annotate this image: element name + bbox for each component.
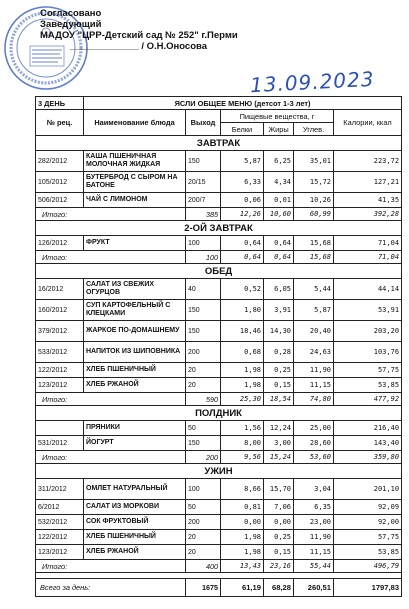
grand-total-protein: 61,19	[221, 579, 264, 597]
dish-row	[36, 378, 402, 393]
total-label: Итого:	[36, 208, 186, 221]
dish-fat: 3,00	[264, 436, 294, 451]
total-protein: 13,43	[221, 560, 264, 573]
total-carbs: 74,80	[294, 393, 334, 406]
header-nutrients: Пищевые вещества, г	[221, 110, 334, 123]
dish-name: ЙОГУРТ	[84, 436, 186, 451]
dish-carbs: 24,63	[294, 342, 334, 363]
dish-fat: 0,28	[264, 342, 294, 363]
total-carbs: 15,68	[294, 251, 334, 264]
total-kcal: 477,92	[334, 393, 402, 406]
handwritten-date: 13.09.2023	[249, 66, 376, 98]
dish-row	[36, 500, 402, 515]
dish-name: СОК ФРУКТОВЫЙ	[84, 515, 186, 530]
recipe-number	[36, 421, 84, 436]
dish-kcal: 127,21	[334, 172, 402, 193]
dish-fat: 7,06	[264, 500, 294, 515]
dish-carbs: 11,15	[294, 545, 334, 560]
dish-kcal: 41,35	[334, 193, 402, 208]
section-title-row	[36, 406, 402, 421]
dish-row	[36, 300, 402, 321]
dish-row	[36, 236, 402, 251]
dish-row	[36, 436, 402, 451]
dish-kcal: 71,04	[334, 236, 402, 251]
dish-kcal: 53,85	[334, 545, 402, 560]
dish-protein: 1,98	[221, 530, 264, 545]
dish-row	[36, 279, 402, 300]
total-fat: 18,54	[264, 393, 294, 406]
dish-row	[36, 151, 402, 172]
approval-line-2: Заведующий	[40, 19, 102, 30]
recipe-number: 123/2012	[36, 378, 84, 393]
dish-yield: 150	[186, 151, 221, 172]
header-yield: Выход	[186, 110, 221, 136]
total-fat: 15,24	[264, 451, 294, 464]
dish-protein: 0,68	[221, 342, 264, 363]
approval-block	[40, 8, 238, 52]
total-label: Итого:	[36, 393, 186, 406]
dish-protein: 1,98	[221, 545, 264, 560]
total-label: Итого:	[36, 560, 186, 573]
dish-carbs: 15,72	[294, 172, 334, 193]
dish-row	[36, 545, 402, 560]
dish-fat: 0,25	[264, 363, 294, 378]
section-title: ЗАВТРАК	[36, 136, 402, 151]
dish-yield: 200	[186, 342, 221, 363]
dish-row	[36, 421, 402, 436]
total-yield: 100	[186, 251, 221, 264]
dish-yield: 50	[186, 500, 221, 515]
dish-protein: 6,33	[221, 172, 264, 193]
dish-protein: 0,64	[221, 236, 264, 251]
dish-row	[36, 530, 402, 545]
dish-protein: 8,66	[221, 479, 264, 500]
dish-protein: 8,00	[221, 436, 264, 451]
dish-protein: 0,00	[221, 515, 264, 530]
section-title: ПОЛДНИК	[36, 406, 402, 421]
dish-carbs: 11,90	[294, 530, 334, 545]
dish-fat: 0,64	[264, 236, 294, 251]
recipe-number: 16/2012	[36, 279, 84, 300]
dish-fat: 0,01	[264, 193, 294, 208]
header-kcal: Калории, ккал	[334, 110, 402, 136]
dish-fat: 4,34	[264, 172, 294, 193]
header-title: ЯСЛИ ОБЩЕЕ МЕНЮ (детсот 1-3 лет)	[84, 97, 402, 110]
dish-fat: 14,30	[264, 321, 294, 342]
dish-fat: 6,25	[264, 151, 294, 172]
header-rec: № рец.	[36, 110, 84, 136]
dish-protein: 1,56	[221, 421, 264, 436]
approval-line-3: МАДОУ "ЦРР-Детский сад № 252" г.Перми	[40, 30, 238, 41]
dish-carbs: 15,68	[294, 236, 334, 251]
dish-kcal: 103,76	[334, 342, 402, 363]
header-row-2	[36, 110, 402, 123]
dish-name: САЛАТ ИЗ СВЕЖИХ ОГУРЦОВ	[84, 279, 186, 300]
dish-row	[36, 172, 402, 193]
dish-fat: 0,15	[264, 378, 294, 393]
dish-name: СУП КАРТОФЕЛЬНЫЙ С КЛЕЦКАМИ	[84, 300, 186, 321]
dish-fat: 12,24	[264, 421, 294, 436]
dish-name: БУТЕРБРОД С СЫРОМ НА БАТОНЕ	[84, 172, 186, 193]
approval-line-1: Согласовано	[40, 8, 102, 19]
total-protein: 25,30	[221, 393, 264, 406]
dish-protein: 5,87	[221, 151, 264, 172]
grand-total-kcal: 1797,83	[334, 579, 402, 597]
dish-name: ХЛЕБ ПШЕНИЧНЫЙ	[84, 530, 186, 545]
dish-yield: 20	[186, 530, 221, 545]
recipe-number: 532/2012	[36, 515, 84, 530]
dish-fat: 15,70	[264, 479, 294, 500]
dish-name: ЧАЙ С ЛИМОНОМ	[84, 193, 186, 208]
dish-yield: 150	[186, 300, 221, 321]
dish-row	[36, 342, 402, 363]
recipe-number: 160/2012	[36, 300, 84, 321]
total-carbs: 53,60	[294, 451, 334, 464]
total-protein: 12,26	[221, 208, 264, 221]
dish-kcal: 143,40	[334, 436, 402, 451]
grand-total-row	[36, 579, 402, 597]
total-protein: 0,64	[221, 251, 264, 264]
dish-name: КАША ПШЕНИЧНАЯ МОЛОЧНАЯ ЖИДКАЯ	[84, 151, 186, 172]
total-yield: 400	[186, 560, 221, 573]
total-kcal: 496,79	[334, 560, 402, 573]
dish-yield: 50	[186, 421, 221, 436]
dish-name: ФРУКТ	[84, 236, 186, 251]
dish-protein: 1,80	[221, 300, 264, 321]
dish-fat: 3,91	[264, 300, 294, 321]
dish-name: ЖАРКОЕ ПО-ДОМАШНЕМУ	[84, 321, 186, 342]
dish-row	[36, 363, 402, 378]
recipe-number: 6/2012	[36, 500, 84, 515]
dish-protein: 1,98	[221, 378, 264, 393]
recipe-number: 122/2012	[36, 530, 84, 545]
header-day: 3 ДЕНЬ	[36, 97, 84, 110]
dish-carbs: 6,35	[294, 500, 334, 515]
section-title: УЖИН	[36, 464, 402, 479]
dish-yield: 100	[186, 236, 221, 251]
dish-kcal: 223,72	[334, 151, 402, 172]
dish-protein: 0,52	[221, 279, 264, 300]
grand-total-yield: 1675	[186, 579, 221, 597]
total-protein: 9,56	[221, 451, 264, 464]
total-label: Итого:	[36, 451, 186, 464]
dish-row	[36, 515, 402, 530]
dish-carbs: 25,00	[294, 421, 334, 436]
dish-yield: 20/15	[186, 172, 221, 193]
recipe-number: 105/2012	[36, 172, 84, 193]
dish-protein: 18,46	[221, 321, 264, 342]
dish-yield: 200	[186, 515, 221, 530]
total-fat: 10,60	[264, 208, 294, 221]
dish-name: ХЛЕБ РЖАНОЙ	[84, 378, 186, 393]
section-title-row	[36, 464, 402, 479]
dish-fat: 0,15	[264, 545, 294, 560]
total-yield: 200	[186, 451, 221, 464]
dish-kcal: 57,75	[334, 363, 402, 378]
section-title: ОБЕД	[36, 264, 402, 279]
header-row-1	[36, 97, 402, 110]
dish-name: ХЛЕБ РЖАНОЙ	[84, 545, 186, 560]
section-title: 2-ОЙ ЗАВТРАК	[36, 221, 402, 236]
header-protein: Белки	[221, 123, 264, 136]
section-total-row	[36, 208, 402, 221]
dish-yield: 100	[186, 479, 221, 500]
dish-carbs: 20,40	[294, 321, 334, 342]
menu-table	[35, 96, 402, 597]
total-yield: 385	[186, 208, 221, 221]
recipe-number: 379/2012	[36, 321, 84, 342]
approval-line-4: _____________ / О.Н.Оносова	[70, 41, 208, 52]
section-total-row	[36, 251, 402, 264]
total-kcal: 392,28	[334, 208, 402, 221]
dish-yield: 20	[186, 545, 221, 560]
dish-fat: 6,05	[264, 279, 294, 300]
recipe-number: 531/2012	[36, 436, 84, 451]
dish-name: ПРЯНИКИ	[84, 421, 186, 436]
dish-yield: 200/7	[186, 193, 221, 208]
recipe-number: 123/2012	[36, 545, 84, 560]
dish-carbs: 23,00	[294, 515, 334, 530]
dish-carbs: 11,90	[294, 363, 334, 378]
dish-fat: 0,25	[264, 530, 294, 545]
section-total-row	[36, 451, 402, 464]
dish-kcal: 216,40	[334, 421, 402, 436]
dish-name: ОМЛЕТ НАТУРАЛЬНЫЙ	[84, 479, 186, 500]
dish-name: САЛАТ ИЗ МОРКОВИ	[84, 500, 186, 515]
header-name: Наименование блюда	[84, 110, 186, 136]
dish-yield: 20	[186, 363, 221, 378]
dish-yield: 20	[186, 378, 221, 393]
total-label: Итого:	[36, 251, 186, 264]
dish-protein: 0,06	[221, 193, 264, 208]
dish-kcal: 57,75	[334, 530, 402, 545]
dish-carbs: 28,60	[294, 436, 334, 451]
dish-carbs: 3,04	[294, 479, 334, 500]
total-kcal: 359,80	[334, 451, 402, 464]
dish-name: НАПИТОК ИЗ ШИПОВНИКА	[84, 342, 186, 363]
section-total-row	[36, 393, 402, 406]
dish-carbs: 35,01	[294, 151, 334, 172]
section-title-row	[36, 221, 402, 236]
section-title-row	[36, 136, 402, 151]
dish-yield: 150	[186, 436, 221, 451]
dish-kcal: 44,14	[334, 279, 402, 300]
dish-yield: 150	[186, 321, 221, 342]
dish-fat: 0,00	[264, 515, 294, 530]
section-title-row	[36, 264, 402, 279]
dish-yield: 40	[186, 279, 221, 300]
recipe-number: 506/2012	[36, 193, 84, 208]
recipe-number: 126/2012	[36, 236, 84, 251]
dish-kcal: 92,00	[334, 515, 402, 530]
dish-carbs: 5,44	[294, 279, 334, 300]
recipe-number: 311/2012	[36, 479, 84, 500]
menu-body	[36, 136, 402, 597]
dish-name: ХЛЕБ ПШЕНИЧНЫЙ	[84, 363, 186, 378]
dish-carbs: 10,26	[294, 193, 334, 208]
section-total-row	[36, 560, 402, 573]
dish-row	[36, 321, 402, 342]
total-fat: 0,64	[264, 251, 294, 264]
recipe-number: 533/2012	[36, 342, 84, 363]
dish-kcal: 203,20	[334, 321, 402, 342]
dish-carbs: 5,87	[294, 300, 334, 321]
dish-carbs: 11,15	[294, 378, 334, 393]
header-fat: Жиры	[264, 123, 294, 136]
dish-protein: 0,81	[221, 500, 264, 515]
total-kcal: 71,04	[334, 251, 402, 264]
grand-total-label: Всего за день:	[36, 579, 186, 597]
total-yield: 590	[186, 393, 221, 406]
total-fat: 23,16	[264, 560, 294, 573]
dish-row	[36, 193, 402, 208]
grand-total-fat: 68,28	[264, 579, 294, 597]
recipe-number: 122/2012	[36, 363, 84, 378]
dish-kcal: 201,10	[334, 479, 402, 500]
dish-kcal: 53,85	[334, 378, 402, 393]
total-carbs: 60,99	[294, 208, 334, 221]
dish-protein: 1,98	[221, 363, 264, 378]
grand-total-carbs: 260,51	[294, 579, 334, 597]
dish-kcal: 92,09	[334, 500, 402, 515]
total-carbs: 55,44	[294, 560, 334, 573]
dish-row	[36, 479, 402, 500]
recipe-number: 282/2012	[36, 151, 84, 172]
dish-kcal: 53,91	[334, 300, 402, 321]
header-carbs: Углев.	[294, 123, 334, 136]
